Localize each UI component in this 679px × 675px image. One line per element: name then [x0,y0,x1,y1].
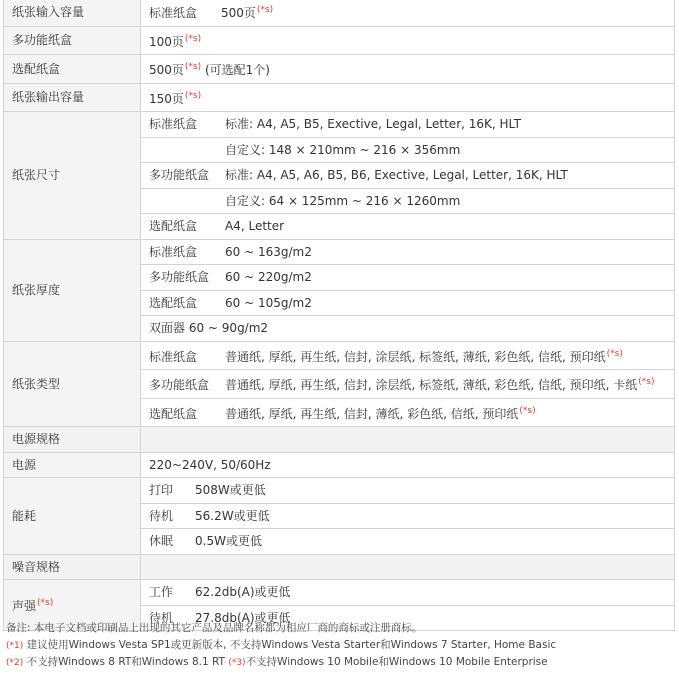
row-value [141,163,675,189]
label-text: 声强 [12,599,37,614]
footnote-mark: (*s) [37,598,54,609]
row-label: 纸张厚度 [4,239,141,341]
tray-label: 选配纸盒 [149,406,198,421]
table-row [4,239,675,265]
value-text: 60 ~ 163g/m2 [225,244,312,259]
row-value [141,188,675,214]
footnote-mark: (*s) [184,62,202,72]
footnotes [6,620,674,672]
row-value [141,265,675,291]
value-text: 62.2db(A)或更低 [195,585,291,599]
row-label: 选配纸盒 [4,55,141,84]
value-text: 普通纸, 厚纸, 再生纸, 信封, 薄纸, 彩色纸, 信纸, 预印纸 [225,406,519,421]
row-value [141,370,675,399]
footnote-mark: (*s) [184,90,202,101]
section-title: 电源规格 [4,427,141,453]
table-row [4,0,675,26]
table-row [4,341,675,370]
tray-label: 多功能纸盒 [149,168,210,182]
row-value [141,478,675,504]
footnote-mark: (*s) [184,33,202,44]
footnote-mark: (*s) [256,5,274,15]
row-value [141,398,675,427]
value-text: 标准: A4, A5, B5, Exective, Legal, Letter, 16K, HLT [225,117,521,131]
value-text: 56.2W或更低 [195,508,270,523]
value-extra: (可选配1个) [204,63,270,77]
mode-label: 休眠 [149,534,174,548]
row-label: 纸张尺寸 [4,112,141,240]
footnote-mark: (*s) [519,405,536,416]
tray-label: 标准纸盒 [149,244,198,259]
value-text: 自定义: 148 × 210mm ~ 216 × 356mm [225,142,461,157]
footnote-mark: (*s) [638,377,655,387]
row-value [141,239,675,265]
row-label: 电源 [4,452,141,478]
tray-label: 多功能纸盒 [149,270,210,284]
row-value [141,26,675,55]
value-text: 60 ~ 90g/m2 [188,321,269,335]
footnote-mark: (*2) [6,658,24,668]
row-value [141,83,675,112]
row-label: 纸张类型 [4,341,141,427]
table-row [4,83,675,112]
table-row [4,580,675,606]
row-value [141,112,675,138]
footnote-mark: (*3) [228,658,246,668]
table-row [4,26,675,55]
section-header-row [4,554,675,580]
tray-label: 标准纸盒 [149,6,198,20]
row-label: 能耗 [4,478,141,555]
value-text: 508W或更低 [195,483,266,497]
table-row [4,55,675,84]
footnote-text: 建议使用Windows Vesta SP1或更新版本, 不支持Windows Vesta Starter和Windows 7 Starter, Home Basic [26,638,557,651]
section-title: 噪音规格 [4,554,141,580]
value-text: 100页 [149,34,184,49]
value-text: A4, Letter [225,219,285,233]
row-value [141,316,675,342]
spec-table [3,0,675,631]
footnote-line [6,654,674,672]
footnote-text: 不支持Windows 8 RT和Windows 8.1 RT [26,656,225,668]
row-value [141,290,675,316]
row-value [141,0,675,26]
value-text: 自定义: 64 × 125mm ~ 216 × 1260mm [225,193,461,208]
tray-label: 标准纸盒 [149,349,198,364]
row-label: 纸张输入容量 [4,0,141,26]
value-text: 0.5W或更低 [195,534,262,548]
section-header-row [4,427,675,453]
row-value [141,55,675,84]
value-text: 60 ~ 105g/m2 [225,295,312,310]
table-row [4,478,675,504]
row-value [141,580,675,606]
row-value [141,341,675,370]
mode-label: 待机 [149,610,174,625]
footnote-line: 备注: 本电子文档或印刷品上出现的其它产品及品牌名称都为相应厂商的商标或注册商标。 [6,622,423,634]
mode-label: 待机 [149,508,174,523]
row-value [141,137,675,163]
tray-label: 双面器 [149,321,186,335]
value-text: 普通纸, 厚纸, 再生纸, 信封, 涂层纸, 标签纸, 薄纸, 彩色纸, 信纸, 预印纸, 卡纸 [225,378,638,392]
footnote-mark: (*1) [6,640,24,651]
mode-label: 打印 [149,483,174,497]
tray-label: 标准纸盒 [149,117,198,131]
tray-label: 选配纸盒 [149,219,198,233]
row-value [141,529,675,555]
value-text: 500页 [221,6,256,20]
row-value: 220~240V, 50/60Hz [141,452,675,478]
footnote-mark: (*s) [606,348,623,359]
row-label: 纸张输出容量 [4,83,141,112]
value-text: 60 ~ 220g/m2 [225,270,312,284]
row-value [141,503,675,529]
value-text: 500页 [149,63,184,77]
table-row [4,112,675,138]
footnote-text: 不支持Windows 10 Mobile和Windows 10 Mobile Enterprise [245,656,548,668]
value-text: 标准: A4, A5, A6, B5, B6, Exective, Legal, Letter, 16K, HLT [225,168,568,182]
mode-label: 工作 [149,585,174,599]
footnote-line [6,637,674,655]
value-text: 27.8db(A)或更低 [195,610,291,625]
tray-label: 选配纸盒 [149,295,198,310]
row-label: 多功能纸盒 [4,26,141,55]
table-row [4,452,675,478]
value-text: 普通纸, 厚纸, 再生纸, 信封, 涂层纸, 标签纸, 薄纸, 彩色纸, 信纸, 预印纸 [225,349,606,364]
value-text: 150页 [149,91,184,106]
tray-label: 多功能纸盒 [149,378,210,392]
row-value [141,214,675,240]
